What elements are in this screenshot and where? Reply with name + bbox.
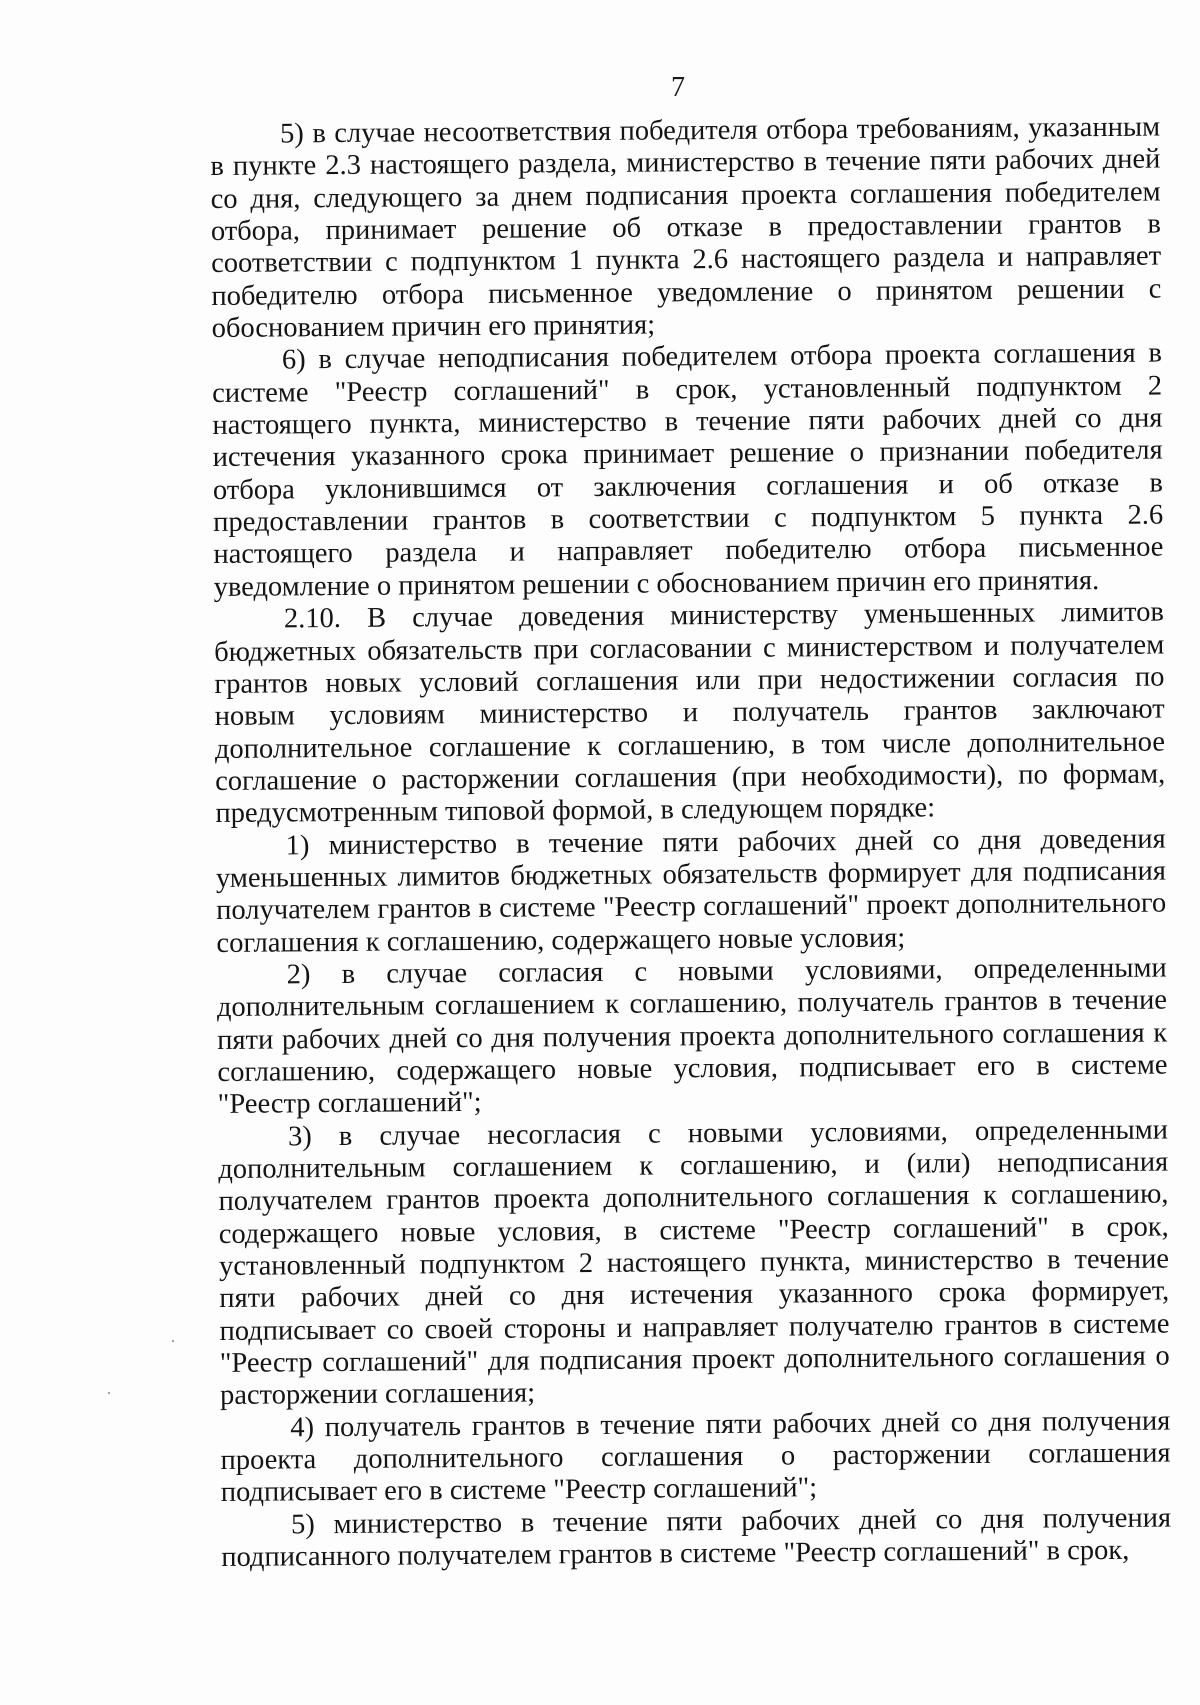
- paragraph-step-3: 3) в случае несогласия с новыми условиями, определенными дополнительным соглашением к соглашению, и (или) неподписания получателем грантов проекта дополнительного соглашения к соглашению, содержащего новые условия, в системе "Реестр соглашений" в срок, установленный подпунктом 2 настоящего пункта, министерство в течение пяти рабочих дней со дня истечения указанного срока формирует, подписывает со своей стороны и направляет получателю грантов в системе "Реестр соглашений" для подписания проект дополнительного соглашения о расторжении соглашения;: [218, 1114, 1170, 1412]
- page-number: 7: [671, 72, 685, 103]
- paragraph-step-1: 1) министерство в течение пяти рабочих дней со дня доведения уменьшенных лимитов бюджетных обязательств формирует для подписания получателем грантов в системе "Реестр соглашений" проект дополнительного соглашения к соглашению, содержащего новые условия;: [215, 823, 1167, 959]
- document-body: [210, 112, 1171, 1575]
- paragraph-step-2: 2) в случае согласия с новыми условиями, определенными дополнительным соглашением к соглашению, получатель грантов в течение пяти рабочих дней со дня получения проекта дополнительного соглашения к соглашению, содержащего новые условия, подписывает его в системе "Реестр соглашений";: [216, 952, 1168, 1121]
- paragraph-step-4: 4) получатель грантов в течение пяти рабочих дней со дня получения проекта дополнительного соглашения о расторжении соглашения подписывает его в системе "Реестр соглашений";: [220, 1405, 1171, 1509]
- paragraph-step-5: 5) министерство в течение пяти рабочих дней со дня получения подписанного получателем грантов в системе "Реестр соглашений" в срок,: [221, 1502, 1172, 1574]
- scan-speck: [108, 1392, 110, 1394]
- scan-speck: [172, 1340, 174, 1342]
- paragraph-item-5-refusal: 5) в случае несоответствия победителя отбора требованиям, указанным в пункте 2.3 настоящего раздела, министерство в течение пяти рабочих дней со дня, следующего за днем подписания проекта соглашения победителем отбора, принимает решение об отказе в предоставлении грантов в соответствии с подпунктом 1 пункта 2.6 настоящего раздела и направляет победителю отбора письменное уведомление о принятом решении с обоснованием причин его принятия;: [210, 111, 1162, 345]
- paragraph-clause-2-10: 2.10. В случае доведения министерству уменьшенных лимитов бюджетных обязательств при согласовании с министерством и получателем грантов новых условий соглашения или при недостижении согласия по новым условиям министерство и получатель грантов заключают дополнительное соглашение к соглашению, в том числе дополнительное соглашение о расторжении соглашения (при необходимости), по формам, предусмотренным типовой формой, в следующем порядке:: [214, 596, 1166, 830]
- paragraph-item-6-non-signing: 6) в случае неподписания победителем отбора проекта соглашения в системе "Реестр соглашений" в срок, установленный подпунктом 2 настоящего пункта, министерство в течение пяти рабочих дней со дня истечения указанного срока принимает решение о признании победителя отбора уклонившимся от заключения соглашения и об отказе в предоставлении грантов в соответствии с подпунктом 5 пункта 2.6 настоящего раздела и направляет победителю отбора письменное уведомление о принятом решении с обоснованием причин его принятия.: [212, 337, 1164, 603]
